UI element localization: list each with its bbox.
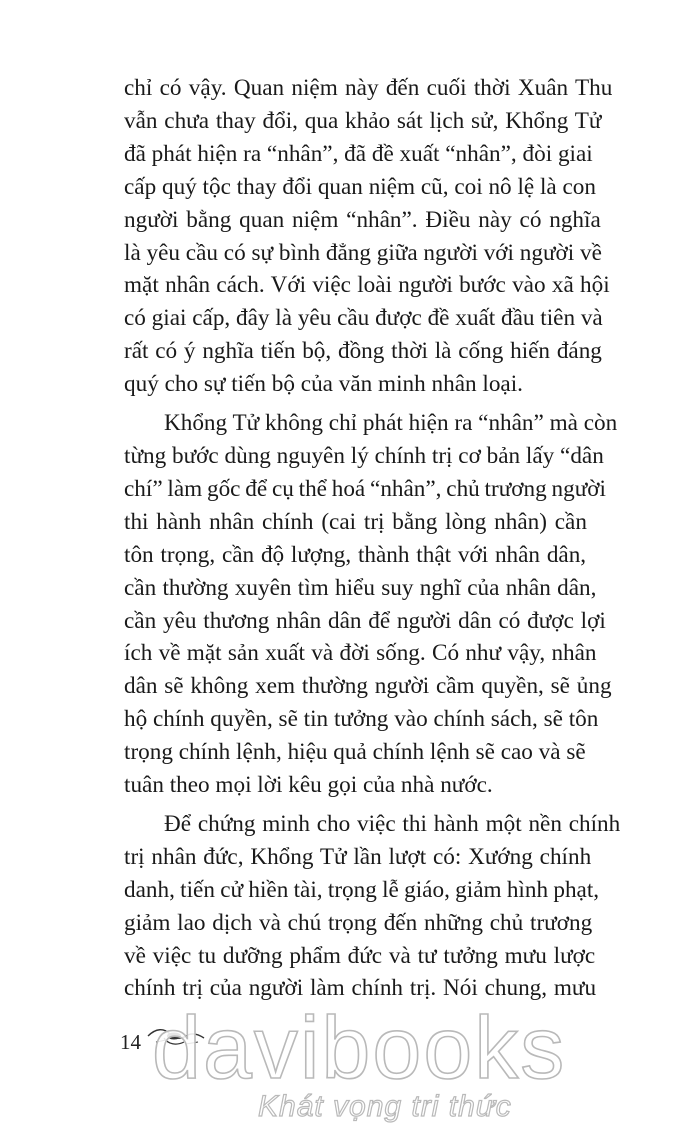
text-line: trọng chính lệnh, hiệu quả chính lệnh sẽ cao và sẽ xyxy=(124,739,586,766)
text-line: thi hành nhân chính (cai trị bằng lòng nhân) cần xyxy=(124,508,587,535)
text-line: từng bước dùng nguyên lý chính trị cơ bản lấy “dân xyxy=(124,442,604,469)
watermark-logo: davibooks xyxy=(152,998,567,1097)
text-line: chỉ có vậy. Quan niệm này đến cuối thời Xuân Thu xyxy=(124,75,613,101)
text-line: chính trị của người làm chính trị. Nói chung, mưu xyxy=(124,975,597,1002)
text-line: giảm lao dịch và chú trọng đến những chủ trương xyxy=(124,909,593,936)
text-line: Để chứng minh cho việc thi hành một nền chính xyxy=(164,810,621,837)
text-line: hộ chính quyền, sẽ tin tưởng vào chính sách, sẽ tôn xyxy=(124,706,599,733)
text-line: quý cho sự tiến bộ của văn minh nhân loại. xyxy=(124,371,523,398)
text-line: tuân theo mọi lời kêu gọi của nhà nước. xyxy=(124,772,493,799)
text-line: mặt nhân cách. Với việc loài người bước vào xã hội xyxy=(124,272,610,299)
text-line: rất có ý nghĩa tiến bộ, đồng thời là cống hiến đáng xyxy=(124,338,602,365)
text-line: cần yêu thương nhân dân để người dân có được lợi xyxy=(124,607,606,634)
page-body-text xyxy=(124,72,666,1005)
text-line: cấp quý tộc thay đổi quan niệm cũ, coi nô lệ là con xyxy=(124,173,596,200)
text-line: tôn trọng, cần độ lượng, thành thật với nhân dân, xyxy=(124,541,587,568)
page-number: 14 xyxy=(120,1030,141,1054)
text-line: cần thường xuyên tìm hiểu suy nghĩ của nhân dân, xyxy=(124,574,597,601)
text-line: là yêu cầu có sự bình đẳng giữa người với người về xyxy=(124,239,602,266)
text-line: chí” làm gốc để cụ thể hoá “nhân”, chủ trương người xyxy=(124,475,606,502)
text-line: ích về mặt sản xuất và đời sống. Có như vậy, nhân xyxy=(124,640,597,667)
text-line: vẫn chưa thay đổi, qua khảo sát lịch sử, Khổng Tử xyxy=(124,107,602,134)
text-line: có giai cấp, đây là yêu cầu được đề xuất đầu tiên và xyxy=(124,305,603,332)
text-line: về việc tu dưỡng phẩm đức và tư tưởng mưu lược xyxy=(124,942,596,969)
text-line: dân sẽ không xem thường người cầm quyền, sẽ ủng xyxy=(124,673,612,700)
text-line: đã phát hiện ra “nhân”, đã đề xuất “nhân”, đòi giai xyxy=(124,140,593,167)
watermark-tagline: Khát vọng tri thức xyxy=(258,1090,512,1123)
text-line: Khổng Tử không chỉ phát hiện ra “nhân” mà còn xyxy=(164,410,618,437)
text-line: danh, tiến cử hiền tài, trọng lễ giáo, giảm hình phạt, xyxy=(124,876,600,903)
text-line: trị nhân đức, Khổng Tử lần lượt có: Xướng chính xyxy=(124,843,592,870)
text-line: người bằng quan niệm “nhân”. Điều này có nghĩa xyxy=(124,206,601,233)
